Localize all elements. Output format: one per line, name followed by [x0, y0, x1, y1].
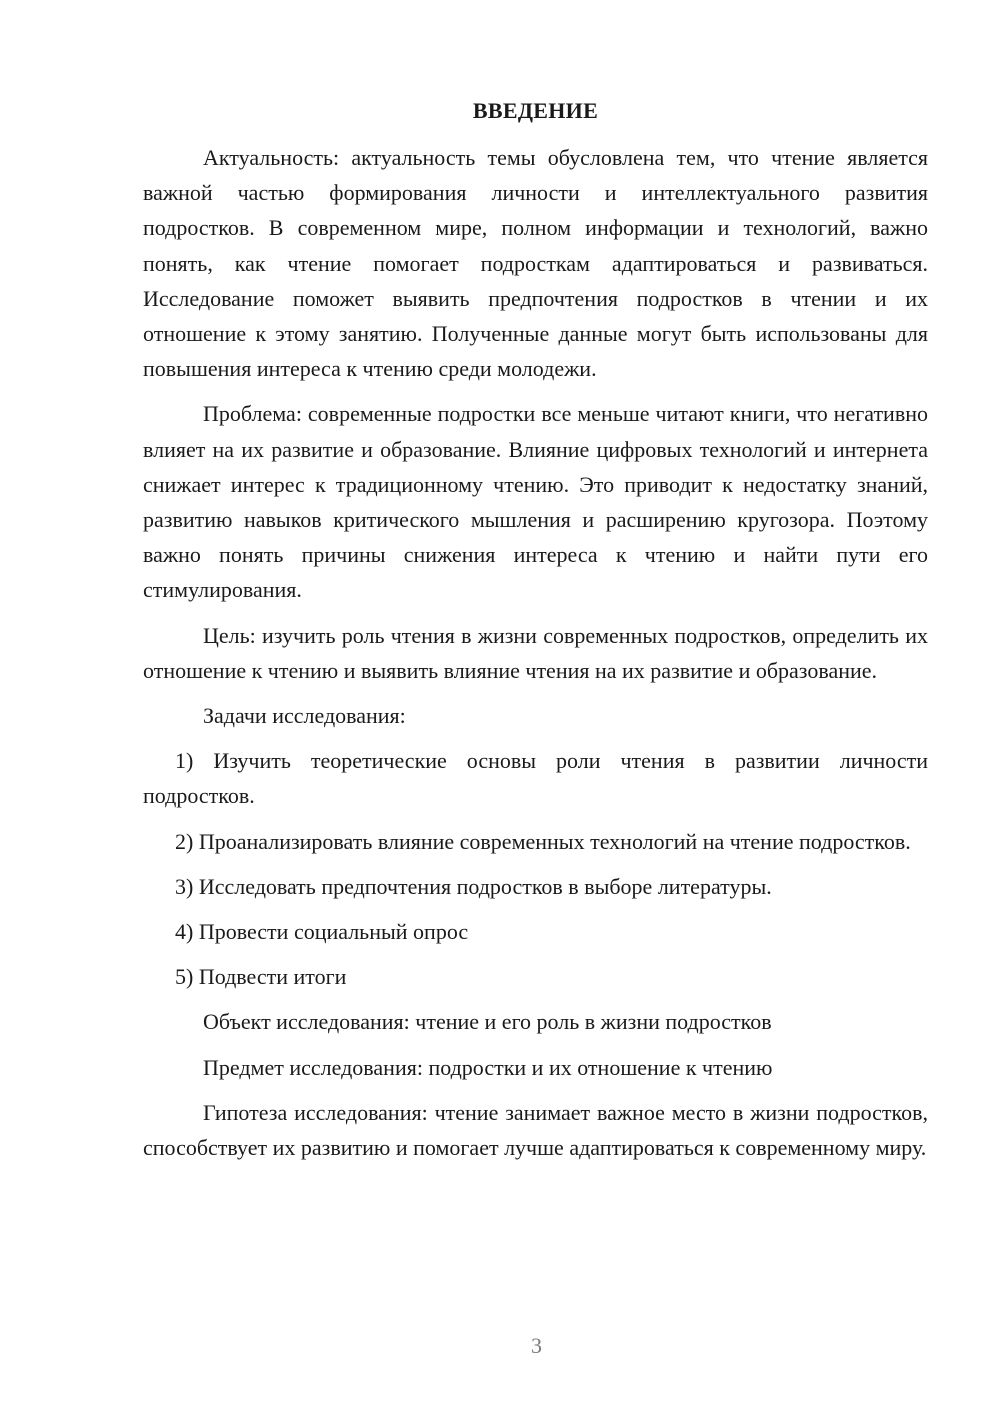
- goal-paragraph: Цель: изучить роль чтения в жизни современных подростков, определить их отношение к чтению и выявить влияние чтения на их развитие и образование.: [143, 622, 928, 683]
- task-item-1: 1) Изучить теоретические основы роли чтения в развитии личности подростков.: [143, 748, 928, 809]
- task-item-2: 2) Проанализировать влияние современных технологий на чтение подростков.: [175, 828, 911, 854]
- page-number: 3: [531, 1333, 542, 1358]
- research-subject: Предмет исследования: подростки и их отношение к чтению: [203, 1054, 773, 1080]
- task-item-5: 5) Подвести итоги: [175, 964, 347, 990]
- task-item-3: 3) Исследовать предпочтения подростков в выборе литературы.: [175, 873, 772, 899]
- hypothesis-paragraph: Гипотеза исследования: чтение занимает важное место в жизни подростков, способствует их развитию и помогает лучше адаптироваться к современному миру.: [143, 1099, 928, 1161]
- tasks-heading: Задачи исследования:: [203, 703, 406, 729]
- relevance-paragraph: Актуальность: актуальность темы обусловлена тем, что чтение является важной частью формирования личности и интеллектуального развития подростков. В современном мире, полном информации и технологий, важно понять, как чтение помогает подросткам адаптироваться и развиваться. Исследование поможет выявить предпочтения подростков в чтении и их отношение к этому занятию. Полученные данные могут быть использованы для повышения интереса к чтению среди молодежи.: [143, 145, 928, 382]
- section-title: ВВЕДЕНИЕ: [472, 98, 599, 123]
- document-page: [143, 96, 928, 1175]
- task-item-4: 4) Провести социальный опрос: [175, 919, 469, 945]
- problem-paragraph: Проблема: современные подростки все меньше читают книги, что негативно влияет на их развитие и образование. Влияние цифровых технологий и интернета снижает интерес к традиционному чтению. Это приводит к недостатку знаний, развитию навыков критического мышления и расширению кругозора. Поэтому важно понять причины снижения интереса к чтению и найти пути его стимулирования.: [143, 401, 928, 603]
- research-object: Объект исследования: чтение и его роль в жизни подростков: [203, 1009, 772, 1035]
